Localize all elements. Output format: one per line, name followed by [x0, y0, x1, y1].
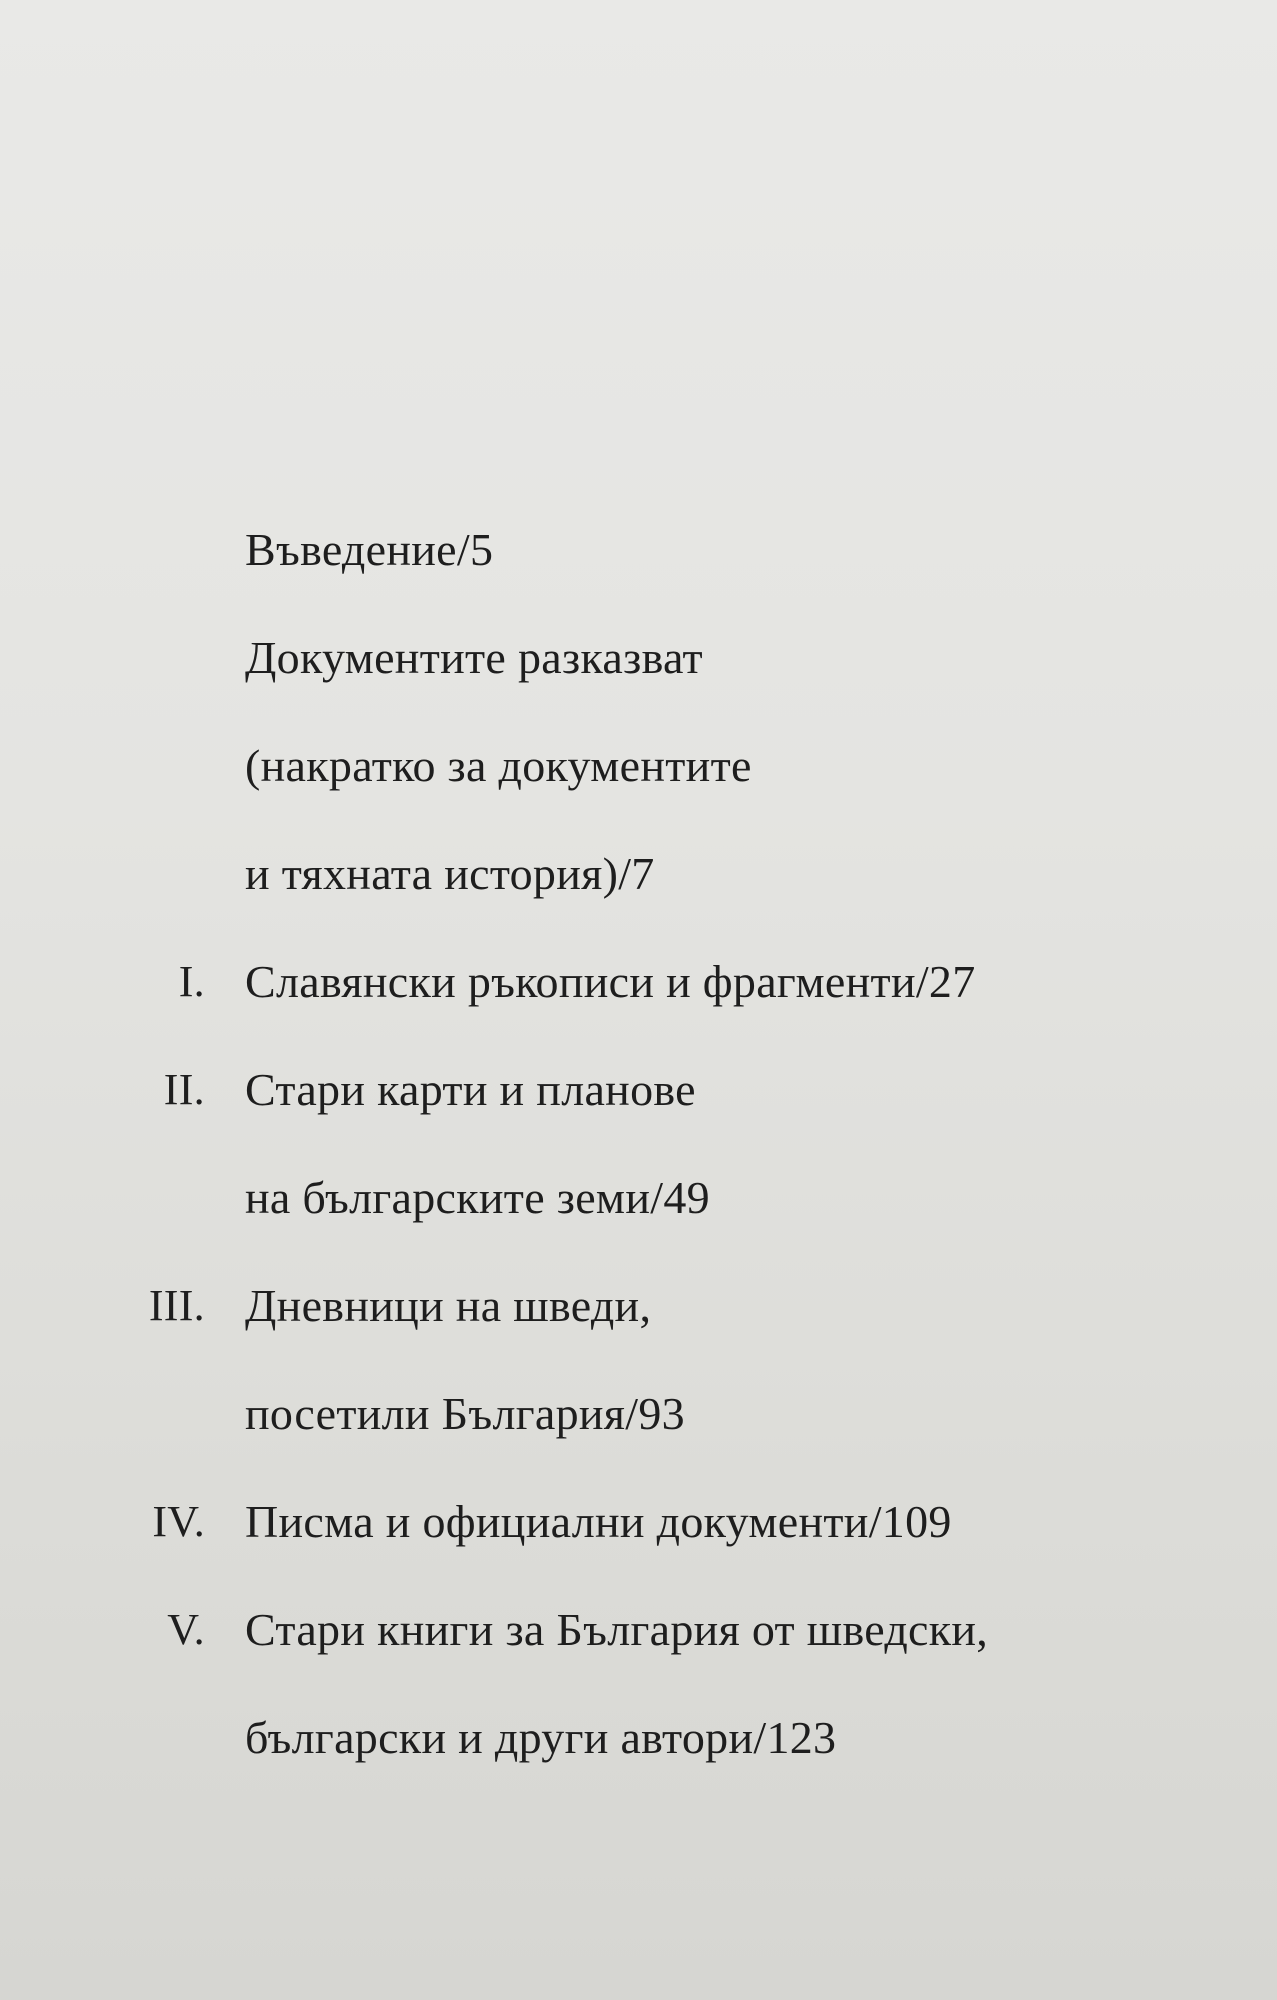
- chapter-numeral: IV.: [152, 1497, 205, 1546]
- toc-line: [0, 736, 1277, 844]
- toc-entry-title: Дневници на шведи,: [245, 1280, 652, 1331]
- toc-entry-title: Славянски ръкописи и фрагменти/27: [245, 956, 976, 1007]
- toc-entry-title-continued: (накратко за документите: [245, 740, 752, 791]
- toc-line: [0, 520, 1277, 628]
- chapter-numeral: I.: [178, 957, 205, 1006]
- toc-entry-documents: [0, 628, 1277, 952]
- toc-line: [0, 1168, 1277, 1276]
- toc-entry-title-continued: посетили България/93: [245, 1388, 685, 1439]
- toc-entry-introduction: [0, 520, 1277, 628]
- table-of-contents: [0, 520, 1277, 1816]
- toc-entry-title: Документите разказват: [245, 632, 703, 683]
- toc-line: [0, 1600, 1277, 1708]
- toc-entry-chapter-5: [0, 1600, 1277, 1816]
- toc-line: [0, 628, 1277, 736]
- chapter-numeral: V.: [167, 1605, 205, 1654]
- toc-line: [0, 1276, 1277, 1384]
- toc-line: [0, 1708, 1277, 1816]
- toc-entry-title: Писма и официални документи/109: [245, 1496, 952, 1547]
- chapter-numeral: II.: [163, 1065, 205, 1114]
- toc-entry-title: Стари карти и планове: [245, 1064, 696, 1115]
- toc-line: [0, 1492, 1277, 1600]
- toc-entry-chapter-1: [0, 952, 1277, 1060]
- toc-entry-title-continued: и тяхната история)/7: [245, 848, 655, 899]
- toc-entry-chapter-2: [0, 1060, 1277, 1276]
- chapter-numeral: III.: [148, 1281, 205, 1330]
- toc-line: [0, 1384, 1277, 1492]
- toc-entry-title: Стари книги за България от шведски,: [245, 1604, 989, 1655]
- toc-entry-chapter-4: [0, 1492, 1277, 1600]
- toc-line: [0, 1060, 1277, 1168]
- toc-entry-title-continued: български и други автори/123: [245, 1712, 837, 1763]
- toc-entry-chapter-3: [0, 1276, 1277, 1492]
- toc-line: [0, 952, 1277, 1060]
- toc-line: [0, 844, 1277, 952]
- toc-entry-title: Въведение/5: [245, 524, 494, 575]
- toc-entry-title-continued: на българските земи/49: [245, 1172, 710, 1223]
